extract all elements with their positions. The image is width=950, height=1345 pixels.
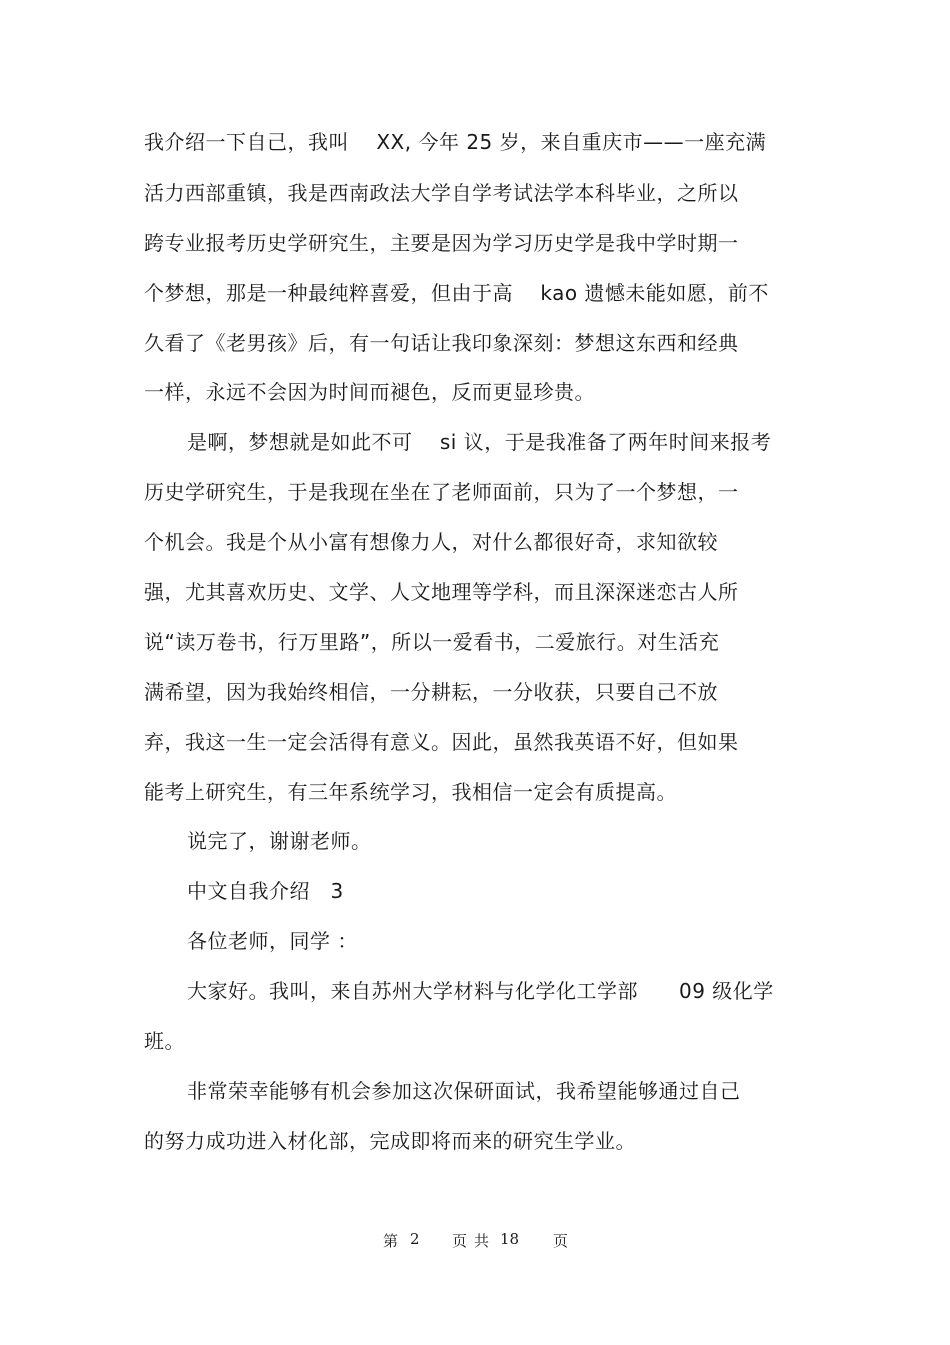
text-line: 说完了，谢谢老师。 xyxy=(187,829,372,853)
section-heading: 中文自我介绍 3 xyxy=(187,879,344,903)
footer-page-word: 页 xyxy=(452,1232,468,1250)
text-line: 非常荣幸能够有机会参加这次保研面试，我希望能够通过自己 xyxy=(187,1079,741,1103)
text-line: 班。 xyxy=(144,1029,185,1053)
text-line: 我介绍一下自己，我叫 XX, 今年 25 岁，来自重庆市——一座充满 xyxy=(144,130,767,154)
text-line: 历史学研究生，于是我现在坐在了老师面前，只为了一个梦想，一 xyxy=(144,480,739,504)
text-line: 各位老师，同学 ： xyxy=(187,929,358,953)
text-line: 弃，我这一生一定会活得有意义。因此，虽然我英语不好，但如果 xyxy=(144,730,739,754)
text-line: 强，尤其喜欢历史、文学、人文地理等学科，而且深深迷恋古人所 xyxy=(144,580,739,604)
footer-total-pages: 18 xyxy=(500,1230,520,1248)
footer-suffix: 页 xyxy=(553,1232,569,1250)
text-line: 久看了《老男孩》后，有一句话让我印象深刻：梦想这东西和经典 xyxy=(144,331,739,355)
footer-current-page: 2 xyxy=(410,1230,420,1248)
text-line: 能考上研究生，有三年系统学习，我相信一定会有质提高。 xyxy=(144,780,677,804)
text-line: 大家好。我叫，来自苏州大学材料与化学化工学部 09 级化学 xyxy=(187,979,774,1003)
footer-total-word: 共 xyxy=(474,1232,490,1250)
text-line: 一样，永远不会因为时间而褪色，反而更显珍贵。 xyxy=(144,380,595,404)
text-line: 的努力成功进入材化部，完成即将而来的研究生学业。 xyxy=(144,1129,636,1153)
footer-prefix: 第 xyxy=(383,1232,399,1250)
text-line: 个梦想，那是一种最纯粹喜爱，但由于高 kao 遗憾未能如愿，前不 xyxy=(144,281,769,305)
text-line: 活力西部重镇，我是西南政法大学自学考试法学本科毕业，之所以 xyxy=(144,181,739,205)
text-line: 是啊，梦想就是如此不可 si 议，于是我准备了两年时间来报考 xyxy=(187,430,772,454)
text-line: 个机会。我是个从小富有想像力人，对什么都很好奇，求知欲较 xyxy=(144,530,718,554)
text-line: 跨专业报考历史学研究生，主要是因为学习历史学是我中学时期一 xyxy=(144,231,739,255)
text-line: 说“读万卷书，行万里路”，所以一爱看书，二爱旅行。对生活充 xyxy=(144,630,720,654)
page-footer xyxy=(0,1230,950,1252)
text-line: 满希望，因为我始终相信，一分耕耘，一分收获，只要自己不放 xyxy=(144,680,718,704)
